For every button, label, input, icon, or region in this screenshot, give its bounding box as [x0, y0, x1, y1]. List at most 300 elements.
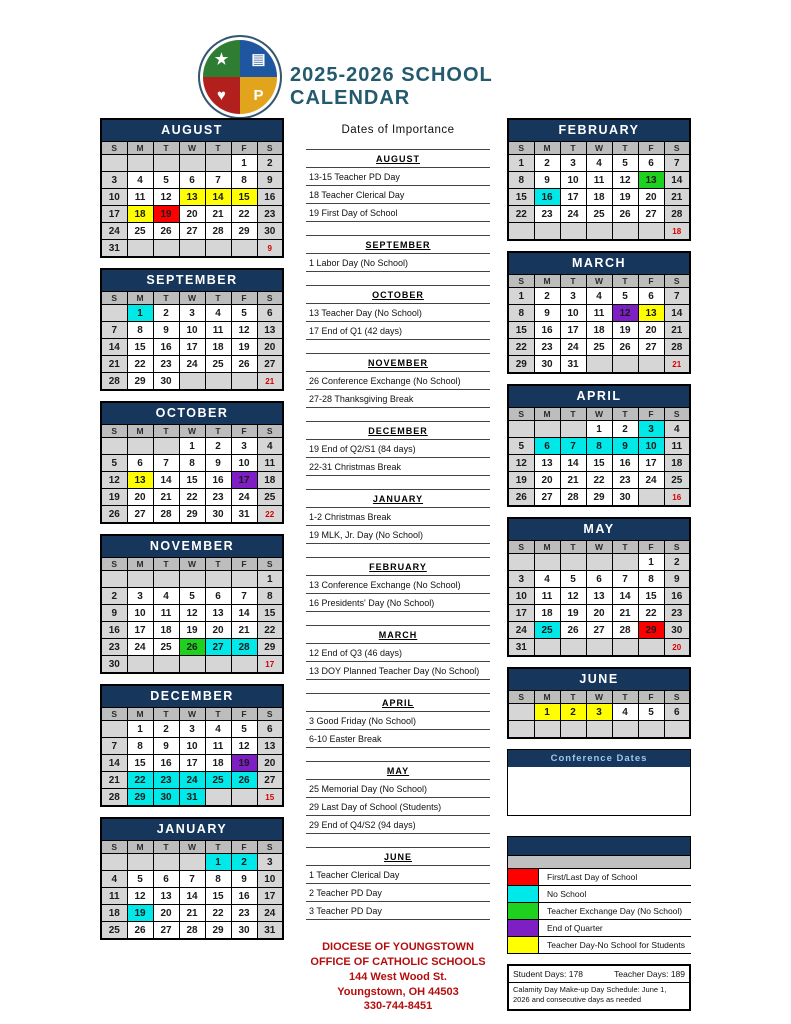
- day-cell: 5: [231, 721, 257, 738]
- day-cell: 29: [179, 506, 205, 524]
- day-cell: 1: [127, 721, 153, 738]
- empty-cell: [231, 789, 257, 807]
- school-days-count: 21: [664, 356, 690, 374]
- empty-cell: [127, 854, 153, 871]
- day-cell: 23: [205, 489, 231, 506]
- legend-label: Teacher Exchange Day (No School): [539, 903, 691, 920]
- day-cell: 18: [205, 339, 231, 356]
- day-cell: 10: [560, 305, 586, 322]
- day-cell: 15: [508, 189, 534, 206]
- day-cell: 25: [664, 472, 690, 489]
- empty-cell: [153, 656, 179, 674]
- day-cell: 7: [231, 588, 257, 605]
- weekday-header: F: [638, 408, 664, 421]
- calendar-october: [100, 401, 284, 524]
- day-cell: 27: [257, 772, 283, 789]
- day-cell: 19: [612, 322, 638, 339]
- day-cell: 15: [127, 339, 153, 356]
- weekday-header: M: [127, 708, 153, 721]
- day-cell: 6: [153, 871, 179, 888]
- day-cell: 27: [127, 506, 153, 524]
- day-cell: 5: [612, 155, 638, 172]
- importance-section-january: [306, 489, 490, 544]
- month-slot-november: [100, 534, 284, 674]
- day-cell: 10: [508, 588, 534, 605]
- importance-item: 18 Teacher Clerical Day: [306, 186, 490, 204]
- day-cell: 14: [101, 339, 127, 356]
- day-cell: 13: [205, 605, 231, 622]
- empty-cell: [127, 656, 153, 674]
- weekday-header: M: [127, 425, 153, 438]
- day-cell: 16: [534, 189, 560, 206]
- day-cell: 3: [508, 571, 534, 588]
- day-cell: 25: [153, 639, 179, 656]
- day-cell: 3: [638, 421, 664, 438]
- day-cell: 2: [205, 438, 231, 455]
- org-name-line: DIOCESE OF YOUNGSTOWN: [322, 941, 474, 953]
- office-address-block: [306, 940, 490, 1014]
- weekday-header: S: [101, 841, 127, 854]
- weekday-header: T: [153, 558, 179, 571]
- school-days-count: 9: [257, 240, 283, 258]
- empty-cell: [586, 554, 612, 571]
- legend-color-swatch: [507, 919, 539, 937]
- day-cell: 20: [638, 322, 664, 339]
- left-calendar-column: [100, 118, 284, 950]
- day-cell: 14: [153, 472, 179, 489]
- day-cell: 2: [231, 854, 257, 871]
- day-cell: 5: [127, 871, 153, 888]
- legend-color-swatch: [507, 885, 539, 903]
- day-cell: 2: [153, 305, 179, 322]
- weekday-header: S: [257, 142, 283, 155]
- day-cell: 8: [231, 172, 257, 189]
- empty-cell: [205, 656, 231, 674]
- month-header: JANUARY: [101, 818, 283, 841]
- day-cell: 16: [231, 888, 257, 905]
- empty-cell: [153, 571, 179, 588]
- day-cell: 20: [257, 339, 283, 356]
- school-days-count: 21: [257, 373, 283, 391]
- importance-title: Dates of Importance: [341, 124, 455, 136]
- weekday-header: W: [179, 708, 205, 721]
- empty-cell: [508, 223, 534, 241]
- empty-cell: [101, 155, 127, 172]
- weekday-header: T: [153, 142, 179, 155]
- day-cell: 4: [101, 871, 127, 888]
- day-cell: 27: [586, 622, 612, 639]
- day-cell: 17: [560, 322, 586, 339]
- day-cell: 26: [127, 922, 153, 940]
- weekday-header: T: [205, 292, 231, 305]
- weekday-header: W: [586, 541, 612, 554]
- empty-cell: [508, 554, 534, 571]
- day-cell: 8: [257, 588, 283, 605]
- importance-month-header: DECEMBER: [306, 422, 490, 440]
- day-cell: 16: [664, 588, 690, 605]
- empty-cell: [127, 240, 153, 258]
- weekday-header: F: [231, 142, 257, 155]
- day-cell: 6: [586, 571, 612, 588]
- page-title: 2025-2026 SCHOOL CALENDAR: [290, 64, 493, 109]
- day-cell: 1: [205, 854, 231, 871]
- day-cell: 13: [638, 172, 664, 189]
- weekday-header: S: [257, 425, 283, 438]
- empty-cell: [534, 223, 560, 241]
- day-cell: 3: [179, 721, 205, 738]
- calendar-february: [507, 118, 691, 241]
- day-cell: 5: [638, 704, 664, 721]
- day-cell: 3: [179, 305, 205, 322]
- legend-label: First/Last Day of School: [539, 869, 691, 886]
- weekday-header: T: [205, 142, 231, 155]
- day-cell: 5: [101, 455, 127, 472]
- heart-icon: ♥: [203, 77, 240, 114]
- day-cell: 13: [638, 305, 664, 322]
- day-cell: 16: [612, 455, 638, 472]
- weekday-header: T: [205, 425, 231, 438]
- empty-cell: [127, 438, 153, 455]
- calendar-august: [100, 118, 284, 258]
- day-cell: 13: [257, 738, 283, 755]
- day-cell: 28: [560, 489, 586, 507]
- day-cell: 12: [612, 305, 638, 322]
- school-days-count: 22: [257, 506, 283, 524]
- right-calendar-column: [507, 118, 691, 1011]
- day-cell: 23: [257, 206, 283, 223]
- weekday-header: W: [586, 691, 612, 704]
- day-cell: 11: [586, 172, 612, 189]
- day-cell: 30: [205, 506, 231, 524]
- day-cell: 19: [153, 206, 179, 223]
- importance-item: 13 Conference Exchange (No School): [306, 576, 490, 594]
- weekday-header: T: [560, 691, 586, 704]
- weekday-header: M: [127, 841, 153, 854]
- day-cell: 24: [508, 622, 534, 639]
- day-cell: 30: [153, 789, 179, 807]
- day-cell: 7: [560, 438, 586, 455]
- conference-dates-header: Conference Dates: [508, 750, 690, 767]
- month-slot-may: [507, 517, 691, 657]
- day-cell: 11: [534, 588, 560, 605]
- empty-cell: [231, 571, 257, 588]
- day-cell: 1: [508, 288, 534, 305]
- day-cell: 29: [127, 373, 153, 391]
- month-header: MAY: [508, 518, 690, 541]
- weekday-header: W: [179, 142, 205, 155]
- day-cell: 20: [534, 472, 560, 489]
- day-cell: 3: [560, 155, 586, 172]
- empty-cell: [612, 721, 638, 739]
- day-cell: 15: [586, 455, 612, 472]
- day-cell: 11: [664, 438, 690, 455]
- calendar-june: [507, 667, 691, 739]
- day-cell: 8: [205, 871, 231, 888]
- day-cell: 12: [179, 605, 205, 622]
- month-header: FEBRUARY: [508, 119, 690, 142]
- day-cell: 10: [257, 871, 283, 888]
- day-cell: 1: [257, 571, 283, 588]
- day-cell: 25: [205, 356, 231, 373]
- empty-cell: [612, 554, 638, 571]
- day-cell: 18: [257, 472, 283, 489]
- importance-item: 25 Memorial Day (No School): [306, 780, 490, 798]
- legend-label: Teacher Day-No School for Students: [539, 937, 691, 954]
- empty-cell: [560, 223, 586, 241]
- school-days-count: 20: [664, 639, 690, 657]
- day-cell: 10: [638, 438, 664, 455]
- month-slot-september: [100, 268, 284, 391]
- day-cell: 15: [257, 605, 283, 622]
- month-slot-december: [100, 684, 284, 807]
- day-cell: 23: [534, 339, 560, 356]
- day-cell: 30: [664, 622, 690, 639]
- day-cell: 26: [179, 639, 205, 656]
- day-cell: 21: [205, 206, 231, 223]
- day-cell: 19: [231, 755, 257, 772]
- empty-cell: [101, 571, 127, 588]
- day-cell: 15: [231, 189, 257, 206]
- day-cell: 30: [612, 489, 638, 507]
- weekday-header: S: [508, 541, 534, 554]
- day-cell: 30: [534, 356, 560, 374]
- day-cell: 11: [257, 455, 283, 472]
- day-cell: 29: [257, 639, 283, 656]
- weekday-header: S: [257, 708, 283, 721]
- weekday-header: W: [586, 142, 612, 155]
- day-cell: 5: [560, 571, 586, 588]
- day-cell: 7: [153, 455, 179, 472]
- day-cell: 20: [153, 905, 179, 922]
- day-cell: 11: [205, 322, 231, 339]
- day-cell: 4: [257, 438, 283, 455]
- legend-row: [507, 869, 691, 886]
- day-cell: 10: [231, 455, 257, 472]
- day-cell: 3: [101, 172, 127, 189]
- importance-section-may: [306, 761, 490, 834]
- dove-icon: ★: [203, 40, 240, 77]
- empty-cell: [231, 240, 257, 258]
- empty-cell: [612, 639, 638, 657]
- day-cell: 30: [257, 223, 283, 240]
- day-cell: 14: [664, 172, 690, 189]
- day-cell: 25: [101, 922, 127, 940]
- day-cell: 15: [179, 472, 205, 489]
- day-cell: 26: [101, 506, 127, 524]
- weekday-header: S: [101, 708, 127, 721]
- weekday-header: M: [534, 408, 560, 421]
- day-cell: 17: [101, 206, 127, 223]
- importance-item: 13 DOY Planned Teacher Day (No School): [306, 662, 490, 680]
- day-cell: 17: [560, 189, 586, 206]
- importance-month-header: JANUARY: [306, 490, 490, 508]
- day-cell: 24: [101, 223, 127, 240]
- day-cell: 25: [586, 339, 612, 356]
- importance-month-header: SEPTEMBER: [306, 236, 490, 254]
- day-cell: 26: [560, 622, 586, 639]
- day-cell: 1: [231, 155, 257, 172]
- day-cell: 24: [179, 356, 205, 373]
- day-cell: 10: [101, 189, 127, 206]
- day-cell: 8: [127, 322, 153, 339]
- importance-item: 3 Teacher PD Day: [306, 902, 490, 920]
- day-cell: 29: [127, 789, 153, 807]
- month-slot-january: [100, 817, 284, 940]
- empty-cell: [127, 155, 153, 172]
- empty-cell: [205, 571, 231, 588]
- day-cell: 23: [153, 356, 179, 373]
- day-cell: 14: [612, 588, 638, 605]
- day-cell: 20: [205, 622, 231, 639]
- importance-item: 19 MLK, Jr. Day (No School): [306, 526, 490, 544]
- day-cell: 21: [101, 356, 127, 373]
- day-cell: 22: [127, 356, 153, 373]
- importance-item: 17 End of Q1 (42 days): [306, 322, 490, 340]
- month-slot-june: [507, 667, 691, 739]
- day-cell: 6: [205, 588, 231, 605]
- weekday-header: T: [205, 841, 231, 854]
- importance-item: 3 Good Friday (No School): [306, 712, 490, 730]
- day-cell: 22: [508, 339, 534, 356]
- day-cell: 26: [508, 489, 534, 507]
- day-cell: 21: [664, 322, 690, 339]
- weekday-header: F: [638, 541, 664, 554]
- day-cell: 24: [231, 489, 257, 506]
- day-cell: 15: [508, 322, 534, 339]
- day-cell: 16: [257, 189, 283, 206]
- month-header: DECEMBER: [101, 685, 283, 708]
- legend-color-swatch: [507, 868, 539, 886]
- day-cell: 13: [257, 322, 283, 339]
- day-cell: 22: [586, 472, 612, 489]
- day-cell: 19: [508, 472, 534, 489]
- day-cell: 29: [508, 356, 534, 374]
- day-cell: 12: [231, 738, 257, 755]
- day-cell: 9: [231, 871, 257, 888]
- month-header: SEPTEMBER: [101, 269, 283, 292]
- school-days-count: 16: [664, 489, 690, 507]
- day-cell: 1: [638, 554, 664, 571]
- month-header: NOVEMBER: [101, 535, 283, 558]
- weekday-header: F: [231, 841, 257, 854]
- day-cell: 7: [101, 322, 127, 339]
- empty-cell: [664, 721, 690, 739]
- empty-cell: [508, 721, 534, 739]
- weekday-header: T: [612, 275, 638, 288]
- day-cell: 19: [179, 622, 205, 639]
- day-cell: 8: [638, 571, 664, 588]
- importance-section-december: [306, 421, 490, 476]
- day-cell: 12: [127, 888, 153, 905]
- day-cell: 28: [153, 506, 179, 524]
- empty-cell: [638, 223, 664, 241]
- day-cell: 17: [179, 339, 205, 356]
- empty-cell: [534, 421, 560, 438]
- importance-section-october: [306, 285, 490, 340]
- day-cell: 9: [257, 172, 283, 189]
- day-cell: 14: [560, 455, 586, 472]
- empty-cell: [179, 240, 205, 258]
- empty-cell: [205, 789, 231, 807]
- day-cell: 30: [153, 373, 179, 391]
- day-cell: 30: [101, 656, 127, 674]
- day-cell: 4: [205, 721, 231, 738]
- day-cell: 29: [231, 223, 257, 240]
- office-name-line: OFFICE OF CATHOLIC SCHOOLS: [310, 955, 486, 968]
- day-cell: 22: [231, 206, 257, 223]
- importance-section-june: [306, 847, 490, 920]
- day-cell: 7: [664, 288, 690, 305]
- day-cell: 5: [508, 438, 534, 455]
- day-cell: 8: [586, 438, 612, 455]
- day-cell: 4: [205, 305, 231, 322]
- weekday-header: W: [179, 425, 205, 438]
- legend-row: [507, 903, 691, 920]
- importance-item: 13-15 Teacher PD Day: [306, 168, 490, 186]
- day-cell: 25: [127, 223, 153, 240]
- day-cell: 23: [101, 639, 127, 656]
- month-slot-august: [100, 118, 284, 258]
- weekday-header: T: [205, 558, 231, 571]
- day-cell: 13: [586, 588, 612, 605]
- empty-cell: [638, 721, 664, 739]
- day-cell: 21: [664, 189, 690, 206]
- importance-month-header: NOVEMBER: [306, 354, 490, 372]
- day-cell: 29: [205, 922, 231, 940]
- day-cell: 19: [231, 339, 257, 356]
- day-cell: 9: [612, 438, 638, 455]
- weekday-header: M: [127, 142, 153, 155]
- legend-label: No School: [539, 886, 691, 903]
- empty-cell: [638, 356, 664, 374]
- day-cell: 8: [127, 738, 153, 755]
- day-cell: 20: [638, 189, 664, 206]
- empty-cell: [612, 356, 638, 374]
- weekday-header: T: [205, 708, 231, 721]
- day-cell: 16: [153, 339, 179, 356]
- empty-cell: [560, 721, 586, 739]
- day-cell: 9: [153, 322, 179, 339]
- dates-of-importance-column: [306, 124, 490, 1014]
- importance-month-header: MARCH: [306, 626, 490, 644]
- day-cell: 10: [179, 738, 205, 755]
- importance-section-february: [306, 557, 490, 612]
- day-cell: 27: [153, 922, 179, 940]
- day-cell: 26: [153, 223, 179, 240]
- day-cell: 17: [127, 622, 153, 639]
- day-cell: 20: [257, 755, 283, 772]
- importance-item: 16 Presidents' Day (No School): [306, 594, 490, 612]
- day-cell: 7: [664, 155, 690, 172]
- empty-cell: [534, 639, 560, 657]
- importance-item: 27-28 Thanksgiving Break: [306, 390, 490, 408]
- legend-row: [507, 937, 691, 954]
- month-header: AUGUST: [101, 119, 283, 142]
- conference-dates-body: [508, 767, 690, 815]
- day-cell: 17: [257, 888, 283, 905]
- day-cell: 14: [664, 305, 690, 322]
- day-cell: 9: [153, 738, 179, 755]
- empty-cell: [179, 656, 205, 674]
- day-cell: 14: [231, 605, 257, 622]
- weekday-header: T: [153, 708, 179, 721]
- weekday-header: M: [127, 292, 153, 305]
- empty-cell: [153, 854, 179, 871]
- importance-month-header: APRIL: [306, 694, 490, 712]
- importance-month-header: JUNE: [306, 848, 490, 866]
- importance-section-november: [306, 353, 490, 408]
- day-cell: 10: [127, 605, 153, 622]
